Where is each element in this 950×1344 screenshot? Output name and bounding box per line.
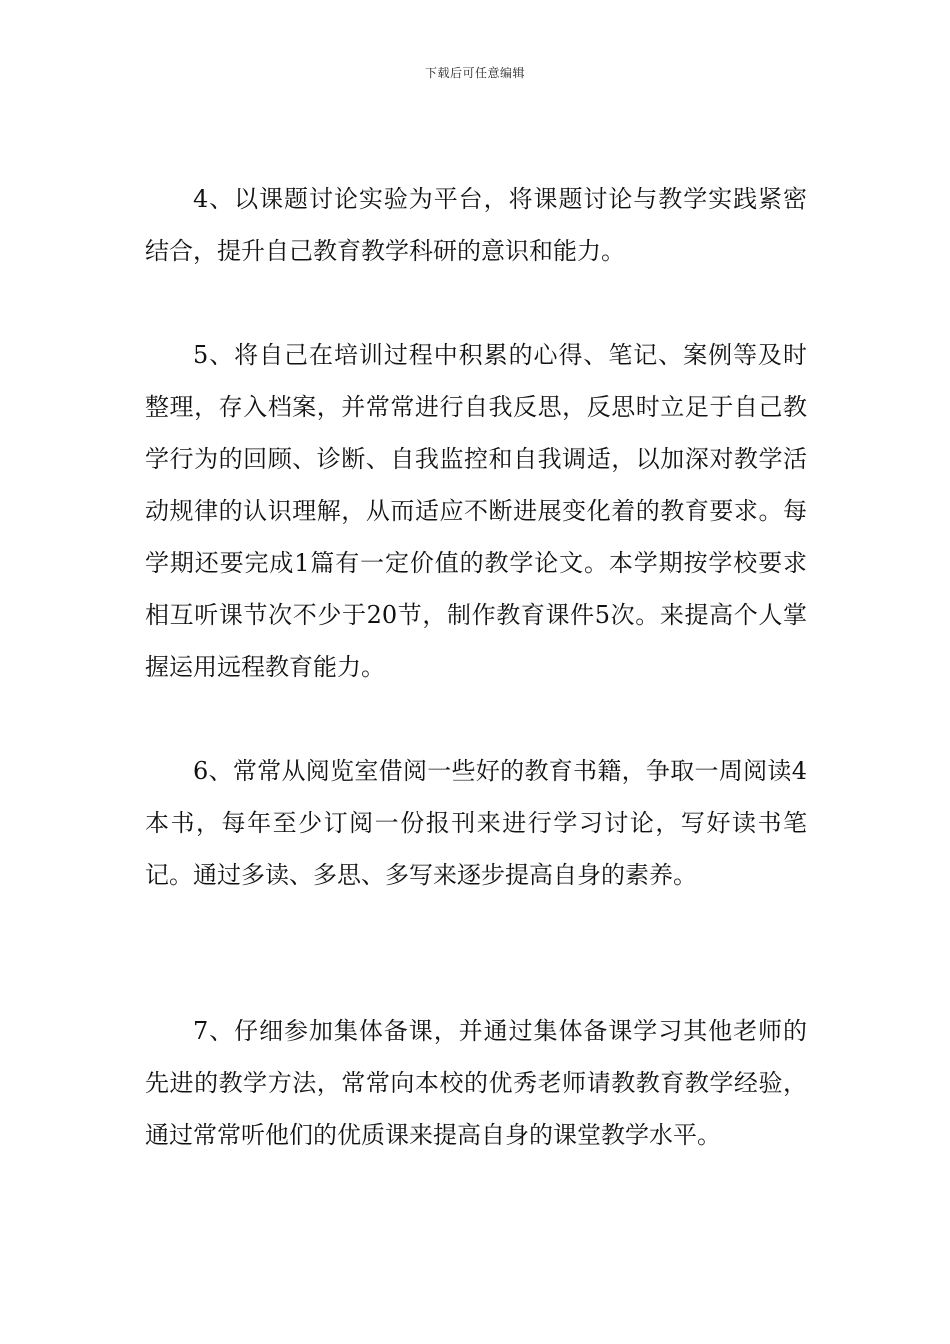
paragraph-item-5: 5、将自己在培训过程中积累的心得、笔记、案例等及时整理，存入档案，并常常进行自我反思，反思时立足于自己教学行为的回顾、诊断、自我监控和自我调适，以加深对教学活动规律的认识理解，从而适应不断进展变化着的教育要求。每学期还要完成1篇有一定价值的教学论文。本学期按学校要求相互听课节次不少于20节，制作教育课件5次。来提高个人掌握运用远程教育能力。 xyxy=(145,341,807,681)
paragraph-item-6: 6、常常从阅览室借阅一些好的教育书籍，争取一周阅读4本书，每年至少订阅一份报刊来进行学习讨论，写好读书笔记。通过多读、多思、多写来逐步提高自身的素养。 xyxy=(145,757,807,889)
document-body xyxy=(145,173,807,1161)
page-header: 下载后可任意编辑 xyxy=(424,66,525,80)
paragraph-item-7: 7、仔细参加集体备课，并通过集体备课学习其他老师的先进的教学方法，常常向本校的优秀老师请教教育教学经验，通过常常听他们的优质课来提高自身的课堂教学水平。 xyxy=(145,1017,807,1149)
paragraph-item-4: 4、以课题讨论实验为平台，将课题讨论与教学实践紧密结合，提升自己教育教学科研的意识和能力。 xyxy=(145,185,807,265)
